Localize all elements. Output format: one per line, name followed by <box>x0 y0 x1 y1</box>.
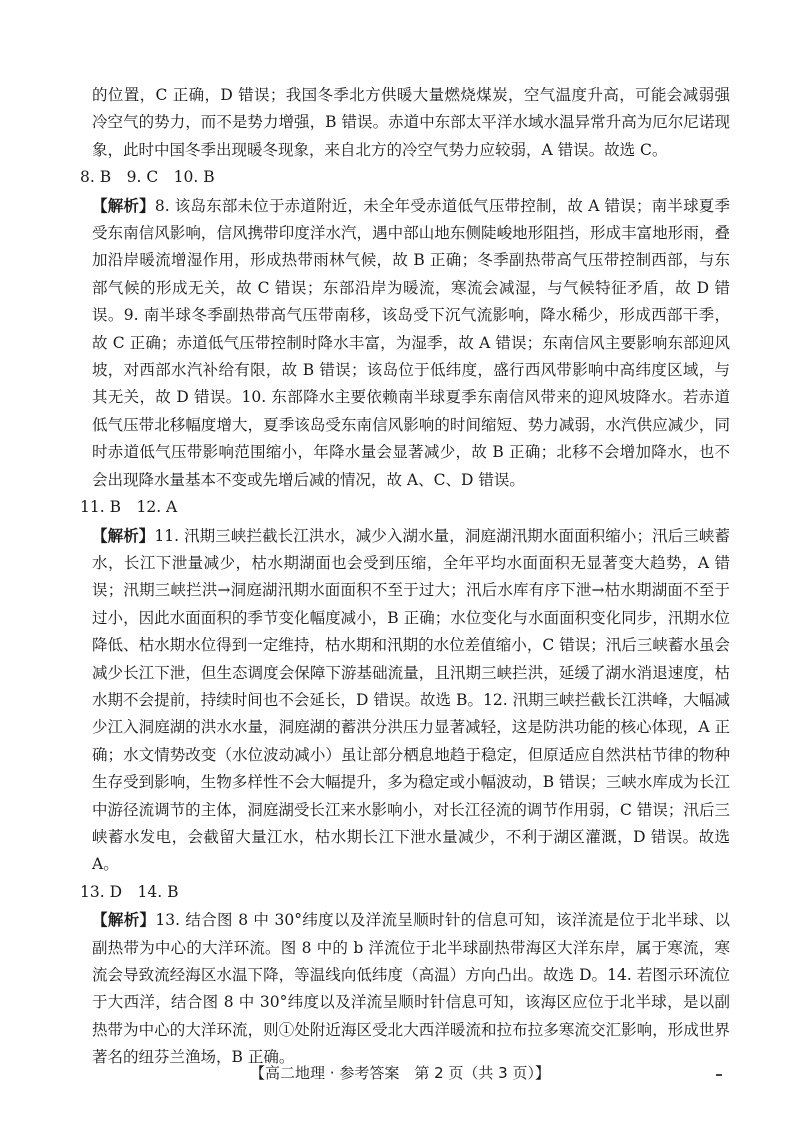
analysis-13-14 <box>80 906 730 1071</box>
analysis-text: 8. 该岛东部未位于赤道附近，未全年受赤道低气压带控制，故 A 错误；南半球夏季受东南信风影响，信风携带印度洋水汽，遇中部山地东侧陡峻地形阻挡，形成丰富地形雨，叠加沿岸暖流增湿作用，形成热带雨林气候，故 B 正确；冬季副热带高气压带控制西部，与东部气候的形成无关，故 C 错误；东部沿岸为暖流，寒流会减湿，与气候特征矛盾，故 D 错误。9. 南半球冬季副热带高气压带南移，该岛受下沉气流影响，降水稀少，形成西部干季，故 C 正确；赤道低气压带控制时降水丰富，为湿季，故 A 错误；东南信风主要影响东部迎风坡，对西部水汽补给有限，故 B 错误；该岛位于低纬度，盛行西风带影响中高纬度区域，与其无关，故 D 错误。10. 东部降水主要依赖南半球夏季东南信风带来的迎风坡降水。若赤道低气压带北移幅度增大，夏季该岛受东南信风影响的时间缩短、势力减弱，水汽供应减少，同时赤道低气压带影响范围缩小，年降水量会显著减少，故 B 正确；北移不会增加降水，也不会出现降水量基本不变或先增后减的情况，故 A、C、D 错误。 <box>92 196 730 489</box>
corner-mark <box>716 1074 722 1076</box>
analysis-tag: 【解析】 <box>92 195 155 215</box>
answer-line-8-10: 8. B 9. C 10. B <box>80 168 215 187</box>
analysis-text: 13. 结合图 8 中 30°纬度以及洋流呈顺时针的信息可知，该洋流是位于北半球、以副热带为中心的大洋环流。图 8 中的 b 洋流位于北半球副热带海区大洋东岸，属于寒流，寒流会导致流经海区水温下降，等温线向低纬度（高温）方向凸出。故选 D。14. 若图示环流位于大西洋，结合图 8 中 30°纬度以及洋流呈顺时针信息可知，该海区应位于北半球，是以副热带为中心的大洋环流，则①处附近海区受北大西洋暖流和拉布拉多寒流交汇影响，形成世界著名的纽芬兰渔场，B 正确。 <box>92 911 730 1067</box>
analysis-text: 11. 汛期三峡拦截长江洪水，减少入湖水量，洞庭湖汛期水面面积缩小；汛后三峡蓄水，长江下泄量减少，枯水期湖面也会受到压缩，全年平均水面面积无显著变大趋势，A 错误；汛期三峡拦洪→洞庭湖汛期水面面积不至于过大；汛后水库有序下泄→枯水期湖面不至于过小，因此水面面积的季节变化幅度减小，B 正确；水位变化与水面面积变化同步，汛期水位降低、枯水期水位得到一定维持，枯水期和汛期的水位差值缩小，C 错误；汛后三峡蓄水虽会减少长江下泄，但生态调度会保障下游基础流量，且汛期三峡拦洪，延缓了湖水消退速度，枯水期不会提前，持续时间也不会延长，D 错误。故选 B。12. 汛期三峡拦截长江洪峰，大幅减少江入洞庭湖的洪水水量，洞庭湖的蓄洪分洪压力显著减轻，这是防洪功能的核心体现，A 正确；水文情势改变（水位波动减小）虽让部分栖息地趋于稳定，但原适应自然洪枯节律的物种生存受到影响，生物多样性不会大幅提升，多为稳定或小幅波动，B 错误；三峡水库成为长江中游径流调节的主体，洞庭湖受长江来水影响小，对长江径流的调节作用弱，C 错误；汛后三峡蓄水发电，会截留大量江水，枯水期长江下泄水量减少，不利于湖区灌溉，D 错误。故选 A。 <box>92 526 730 874</box>
analysis-tag: 【解析】 <box>92 910 156 930</box>
continued-paragraph: 的位置，C 正确，D 错误；我国冬季北方供暖大量燃烧煤炭，空气温度升高，可能会减弱强冷空气的势力，而不是势力增强，B 错误。赤道中东部太平洋水域水温异常升高为厄尔尼诺现象，此时中国冬季出现暖冬现象，来自北方的冷空气势力应较弱，A 错误。故选 C。 <box>92 86 730 159</box>
page-footer: 【高二地理 · 参考答案 第 2 页（共 3 页）】 <box>250 1064 550 1082</box>
answer-line-11-12: 11. B 12. A <box>80 498 178 517</box>
analysis-8-10 <box>80 192 730 494</box>
answer-content <box>80 82 730 1072</box>
analysis-tag: 【解析】 <box>92 525 155 545</box>
analysis-11-12 <box>80 522 730 879</box>
answer-line-13-14: 13. D 14. B <box>80 882 179 901</box>
